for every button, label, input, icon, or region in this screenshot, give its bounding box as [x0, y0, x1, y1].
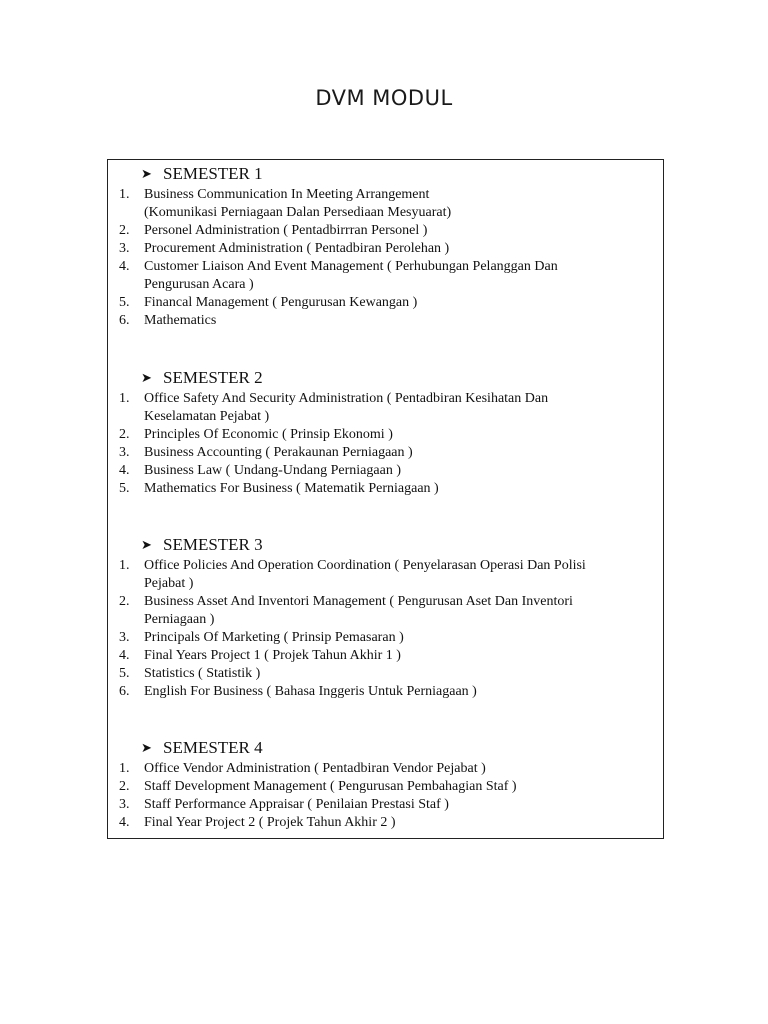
arrowhead-bullet-icon: ➤ — [141, 537, 152, 552]
semester-heading — [108, 736, 663, 760]
item-number: 6. — [119, 313, 130, 328]
item-text: Perniagaan ) — [144, 612, 215, 627]
arrowhead-bullet-icon: ➤ — [141, 370, 152, 385]
list-item — [108, 222, 663, 240]
semester-heading-label: SEMESTER 4 — [163, 738, 263, 757]
item-text: Business Asset And Inventori Management ( Pengurusan Aset Dan Inventori — [144, 594, 573, 609]
semester-2-section — [108, 366, 663, 498]
item-text: Customer Liaison And Event Management ( Perhubungan Pelanggan Dan — [144, 259, 558, 274]
item-number: 2. — [119, 223, 130, 238]
page-title: DVM MODUL — [315, 86, 453, 110]
semester-heading — [108, 366, 663, 390]
item-text: Keselamatan Pejabat ) — [144, 409, 270, 424]
list-item — [108, 647, 663, 665]
list-item — [108, 593, 663, 629]
item-text: English For Business ( Bahasa Inggeris Untuk Perniagaan ) — [144, 684, 477, 699]
list-item — [108, 426, 663, 444]
semester-1-section — [108, 162, 663, 330]
arrowhead-bullet-icon: ➤ — [141, 740, 152, 755]
item-text: Staff Performance Appraisar ( Penilaian Prestasi Staf ) — [144, 797, 449, 812]
item-number: 4. — [119, 815, 130, 830]
module-list-box — [107, 159, 664, 839]
item-number: 4. — [119, 463, 130, 478]
item-number: 1. — [119, 187, 130, 202]
semester-4-section — [108, 736, 663, 832]
item-text: Mathematics — [144, 313, 217, 328]
list-item — [108, 629, 663, 647]
list-item — [108, 683, 663, 701]
item-text: Office Safety And Security Administration ( Pentadbiran Kesihatan Dan — [144, 391, 549, 406]
item-text: Principals Of Marketing ( Prinsip Pemasaran ) — [144, 630, 404, 645]
list-item — [108, 240, 663, 258]
list-item — [108, 390, 663, 426]
item-number: 2. — [119, 779, 130, 794]
list-item — [108, 480, 663, 498]
item-text: Pejabat ) — [144, 576, 194, 591]
item-text: Personel Administration ( Pentadbirrran Personel ) — [144, 223, 428, 238]
semester-heading-label: SEMESTER 2 — [163, 368, 263, 387]
arrowhead-bullet-icon: ➤ — [141, 166, 152, 181]
item-text: Procurement Administration ( Pentadbiran Perolehan ) — [144, 241, 450, 256]
item-number: 4. — [119, 259, 130, 274]
item-text: Financal Management ( Pengurusan Kewangan ) — [144, 295, 418, 310]
item-text: Mathematics For Business ( Matematik Perniagaan ) — [144, 481, 439, 496]
item-text: Final Years Project 1 ( Projek Tahun Akhir 1 ) — [144, 648, 401, 663]
item-text: Staff Development Management ( Pengurusan Pembahagian Staf ) — [144, 779, 517, 794]
list-item — [108, 796, 663, 814]
item-text: (Komunikasi Perniagaan Dalan Persediaan Mesyuarat) — [144, 205, 452, 220]
item-number: 3. — [119, 630, 130, 645]
item-text: Business Communication In Meeting Arrangement — [144, 187, 430, 202]
item-number: 2. — [119, 427, 130, 442]
list-item — [108, 557, 663, 593]
semester-heading — [108, 162, 663, 186]
item-text: Principles Of Economic ( Prinsip Ekonomi ) — [144, 427, 393, 442]
item-text: Final Year Project 2 ( Projek Tahun Akhir 2 ) — [144, 815, 396, 830]
item-number: 1. — [119, 761, 130, 776]
list-item — [108, 760, 663, 778]
item-number: 1. — [119, 391, 130, 406]
list-item — [108, 186, 663, 222]
item-text: Pengurusan Acara ) — [144, 277, 254, 292]
item-number: 1. — [119, 558, 130, 573]
semester-3-section — [108, 533, 663, 701]
item-text: Business Accounting ( Perakaunan Perniagaan ) — [144, 445, 413, 460]
semester-heading — [108, 533, 663, 557]
list-item — [108, 258, 663, 294]
list-item — [108, 462, 663, 480]
item-number: 3. — [119, 797, 130, 812]
item-number: 5. — [119, 481, 130, 496]
item-number: 5. — [119, 666, 130, 681]
semester-heading-label: SEMESTER 1 — [163, 164, 263, 183]
item-number: 3. — [119, 241, 130, 256]
item-text: Business Law ( Undang-Undang Perniagaan ) — [144, 463, 401, 478]
item-number: 4. — [119, 648, 130, 663]
item-text: Office Vendor Administration ( Pentadbiran Vendor Pejabat ) — [144, 761, 486, 776]
item-text: Office Policies And Operation Coordination ( Penyelarasan Operasi Dan Polisi — [144, 558, 586, 573]
item-number: 6. — [119, 684, 130, 699]
item-number: 3. — [119, 445, 130, 460]
list-item — [108, 444, 663, 462]
semester-heading-label: SEMESTER 3 — [163, 535, 263, 554]
list-item — [108, 778, 663, 796]
item-number: 2. — [119, 594, 130, 609]
item-text: Statistics ( Statistik ) — [144, 666, 261, 681]
list-item — [108, 665, 663, 683]
list-item — [108, 814, 663, 832]
list-item — [108, 312, 663, 330]
item-number: 5. — [119, 295, 130, 310]
list-item — [108, 294, 663, 312]
